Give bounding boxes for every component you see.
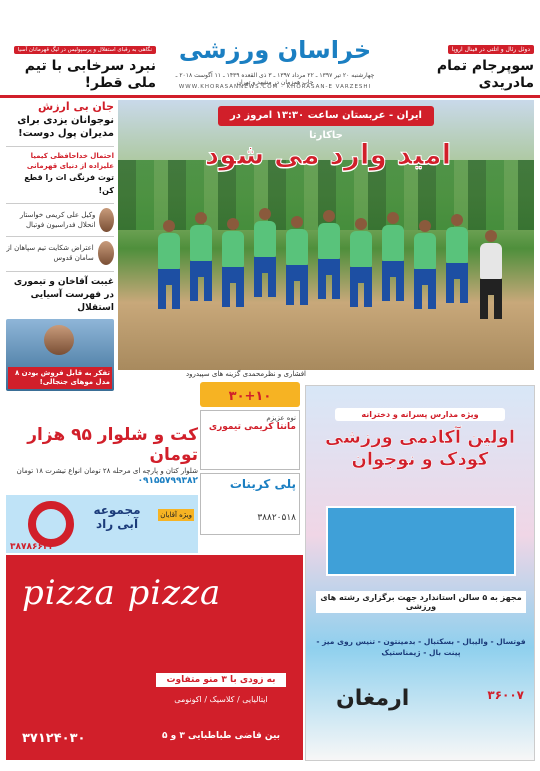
pizza-phone: ۳۷۱۲۴۰۳۰ bbox=[22, 731, 86, 746]
teaser-left-kicker: نگاهی به رقبای استقلال و پرسپولیس در لیگ قهرمانان آسیا bbox=[14, 46, 156, 54]
story-item-3[interactable] bbox=[6, 203, 114, 232]
player-figure bbox=[222, 218, 244, 307]
player-figure bbox=[254, 208, 276, 297]
story-5-headline: غیبت آقاخان و تیموری در فهرست آسیایی استقلال bbox=[13, 277, 114, 313]
ad-pool[interactable] bbox=[6, 495, 198, 553]
newspaper-logo bbox=[170, 36, 380, 72]
main-photo[interactable] bbox=[118, 100, 534, 370]
story-2-headline: احتمال خداحافظی کیمیا علیزاده از دنیای قهرمانی bbox=[26, 152, 114, 170]
story-2-sub: توت فرنگی ات را قطع کن! bbox=[24, 173, 114, 195]
story-1-headline: نوجوانان یزدی برای مدیران پول دوست! bbox=[17, 115, 114, 139]
player-figure bbox=[446, 214, 468, 303]
main-kicker: ایران - عربستان ساعت ۱۳:۳۰ امروز در جاکارتا bbox=[218, 106, 434, 126]
ad-kids-academy[interactable] bbox=[305, 385, 535, 761]
player-figure bbox=[190, 212, 212, 301]
clinic-box bbox=[200, 473, 300, 535]
player-portrait bbox=[44, 325, 74, 355]
clothes-title: کت و شلوار ۹۵ هزار تومان bbox=[27, 425, 198, 465]
story-1-kicker: جان بی ارزش bbox=[38, 100, 114, 113]
story-3-headline: وکیل علی کریمی خواستار انحلال فدراسیون فوتبال bbox=[19, 211, 96, 229]
player-figure bbox=[286, 216, 308, 305]
pool-badge: ویژه آقایان bbox=[160, 511, 192, 519]
ghoddos-photo bbox=[98, 241, 114, 265]
story-item-5[interactable] bbox=[6, 271, 114, 315]
teaser-right-headline: سوپرجام تمام مادریدی bbox=[436, 58, 534, 91]
sale-badge bbox=[200, 382, 300, 407]
kids-title: اولین آکادمی ورزشی کودک و نوجوان bbox=[324, 427, 515, 470]
clinic-title: پلی کربنات bbox=[229, 477, 296, 491]
kids-court bbox=[326, 506, 516, 576]
story-item-1[interactable] bbox=[6, 100, 114, 140]
kids-sports: فوتسال - والیبال - بسکتبال - بدمینتون - تنیس روی میز - پینت بال - ژیمناستیک bbox=[316, 637, 526, 657]
kids-sub: مجهز به ۵ سالن استاندارد جهت برگزاری رشته های ورزشی bbox=[316, 591, 526, 613]
logo-text: خراسان ورزشی bbox=[178, 36, 372, 64]
pizza-line-2: ایتالیایی / کلاسیک / اکونومی bbox=[174, 695, 268, 704]
sale-badge-text: ۳۰+۱۰ bbox=[228, 389, 272, 404]
kids-phone: ۳۶۰۰۷ bbox=[487, 688, 524, 702]
sale-kicker: نوه عزیزم bbox=[266, 414, 296, 422]
masthead-rule bbox=[0, 95, 540, 98]
karimi-photo bbox=[99, 208, 114, 232]
site-url: WWW.KHORASANNEWS.COM · KHORASAN-E VARZESHI bbox=[178, 84, 372, 90]
pizza-address: بین قاضی طباطبایی ۳ و ۵ bbox=[161, 731, 281, 741]
clinic-phone: ۳۸۸۲۰۵۱۸ bbox=[257, 513, 296, 523]
clothes-phone: ۰۹۱۵۵۷۹۹۳۸۲ bbox=[137, 476, 198, 486]
player-figure bbox=[158, 220, 180, 309]
pool-title: مجموعه آبی راد bbox=[93, 503, 141, 531]
player-figure bbox=[382, 212, 404, 301]
pizza-line-1: به زودی با ۳ منو متفاوت bbox=[156, 673, 286, 687]
ad-column-sale[interactable] bbox=[200, 382, 300, 542]
teaser-left-headline: نبرد سرخابی با تیم ملی قطر! bbox=[24, 58, 156, 91]
kids-kicker: ویژه مدارس پسرانه و دخترانه bbox=[335, 408, 505, 421]
teaser-right-kicker: دوئل رئال و اتلتی در فینال اروپا bbox=[448, 45, 534, 54]
pool-phone: ۳۸۷۸۶۶۳۴ bbox=[10, 542, 54, 552]
sale-title: مانتا کریمی تیموری bbox=[208, 422, 296, 432]
player-figure bbox=[318, 210, 340, 299]
ad-clothes[interactable] bbox=[6, 425, 198, 493]
pool-ring bbox=[28, 501, 74, 547]
player-figure bbox=[414, 220, 436, 309]
teaser-right[interactable] bbox=[384, 36, 534, 90]
player-figure bbox=[480, 230, 502, 319]
story-6-caption: تفکر به قابل فروش بودن ۸ مدل موهای جنجالی! bbox=[8, 367, 112, 389]
sale-box bbox=[200, 410, 300, 470]
left-column bbox=[6, 100, 114, 386]
clothes-sub: شلوار کتان و پارچه ای مرحله ۲۸ تومان انواع تیشرت ۱۸ تومان bbox=[16, 467, 198, 475]
story-item-4[interactable] bbox=[6, 236, 114, 265]
main-headline: امید وارد می شود bbox=[204, 138, 452, 171]
pizza-wordmark: pizza pizza bbox=[22, 573, 222, 613]
dateline: چهارشنبه ۲۰ تیر ۱۳۹۷ ـ ۲۲ مرداد ۱۳۹۷ ـ ۳ ذی القعده ۱۴۳۹ ـ ۱۱ آگوست ۲۰۱۸ ـ چاپ همزمان در مشهد و تهران bbox=[175, 72, 375, 86]
story-item-2[interactable] bbox=[6, 146, 114, 197]
lead-strip: افشاری و نظرمحمدی گزینه های سپیدرود bbox=[185, 370, 306, 378]
teaser-left[interactable] bbox=[6, 36, 156, 90]
kids-brand: ارمغان bbox=[336, 686, 410, 711]
player-figure bbox=[350, 218, 372, 307]
story-4-headline: اعتراض شکایت تیم سپاهان از سامان قدوس bbox=[6, 244, 94, 262]
ad-pizza[interactable] bbox=[6, 555, 303, 760]
